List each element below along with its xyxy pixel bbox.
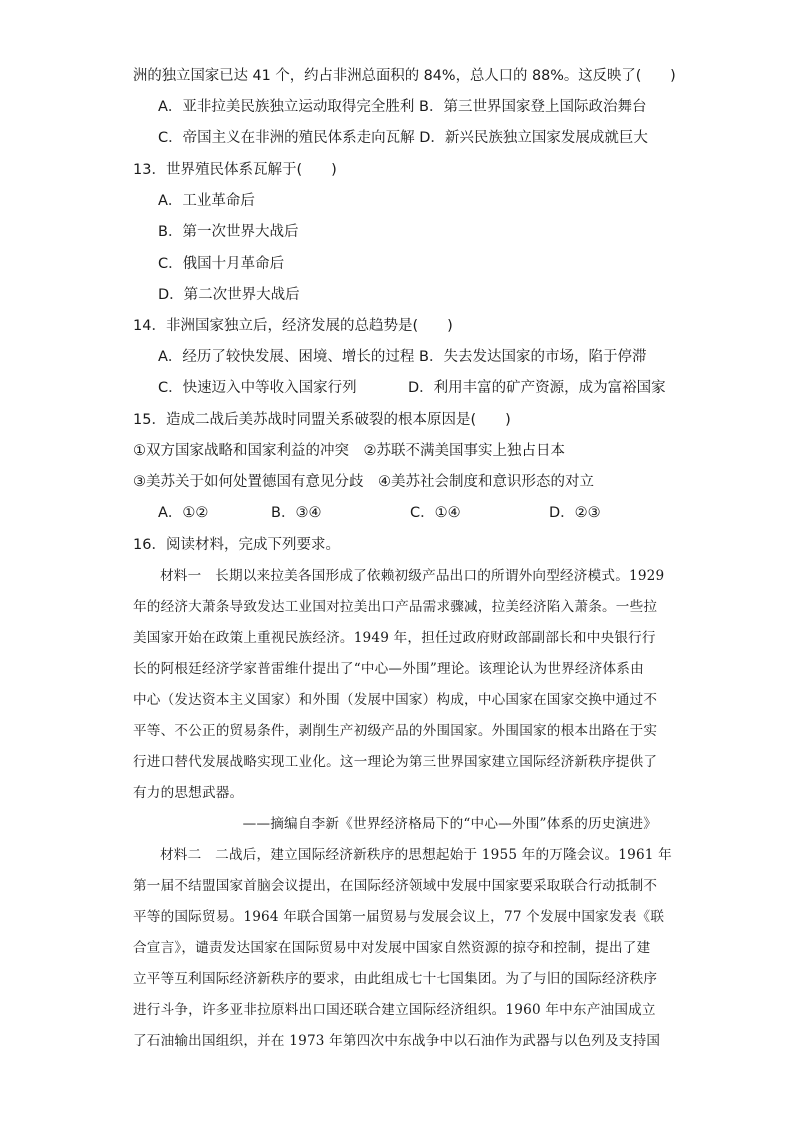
material2-line: 平等的国际贸易。1964 年联合国第一届贸易与发展会议上，77 个发展中国家发表《联	[133, 909, 665, 925]
q14-option-c: C．快速迈入中等收入国家行列	[158, 380, 357, 396]
material2-line: 第一届不结盟国家首脑会议提出，在国际经济领域中发展中国家要采取联合行动抵制不	[133, 878, 658, 894]
q15-option-b: B．③④	[271, 505, 322, 521]
material2-line: 立平等互利国际经济新秩序的要求，由此组成七十七国集团。为了与旧的国际经济秩序	[133, 971, 658, 987]
material2-line: 了石油输出国组织，并在 1973 年第四次中东战争中以石油作为武器与以色列及支持国	[133, 1033, 661, 1049]
q14-option-d: D．利用丰富的矿产资源，成为富裕国家	[408, 380, 666, 396]
material1-line: 长的阿根廷经济学家普雷维什提出了“中心—外围”理论。该理论认为世界经济体系由	[133, 661, 644, 677]
q15-options	[158, 503, 658, 523]
q15-items-row2: ③美苏关于如何处置德国有意见分歧 ④美苏社会制度和意识形态的对立	[133, 474, 594, 490]
material2-line: 材料二 二战后，建立国际经济新秩序的思想起始于 1955 年的万隆会议。1961 年	[160, 847, 672, 863]
q12-options-row1: A．亚非拉美民族独立运动取得完全胜利 B．第三世界国家登上国际政治舞台	[158, 99, 647, 115]
q12-stem-tail: 洲的独立国家已达 41 个，约占非洲总面积的 84%，总人口的 88%。这反映了( )	[133, 68, 676, 84]
material2-line: 进行斗争，许多亚非拉原料出口国还联合建立国际经济组织。1960 年中东产油国成立	[133, 1002, 656, 1018]
material1-source: ——摘编自李新《世界经济格局下的“中心—外围”体系的历史演进》	[242, 816, 657, 832]
q13-option-a: A．工业革命后	[158, 193, 255, 209]
q13-stem: 13．世界殖民体系瓦解于( )	[133, 162, 337, 178]
material1-line: 行进口替代发展战略实现工业化。这一理论为第三世界国家建立国际经济新秩序提供了	[133, 754, 658, 770]
material1-line: 有力的思想武器。	[133, 785, 244, 801]
q14-options-row2	[158, 378, 678, 398]
q15-option-a: A．①②	[158, 505, 209, 521]
material1-line: 平等、不公正的贸易条件，剥削生产初级产品的外围国家。外围国家的根本出路在于实	[133, 723, 658, 739]
q16-stem: 16．阅读材料，完成下列要求。	[133, 537, 340, 553]
q15-stem: 15．造成二战后美苏战时同盟关系破裂的根本原因是( )	[133, 412, 511, 428]
q15-option-c: C．①④	[410, 505, 461, 521]
material1-line: 中心（发达资本主义国家）和外围（发展中国家）构成，中心国家在国家交换中通过不	[133, 692, 658, 708]
q15-option-d: D．②③	[549, 505, 601, 521]
q14-stem: 14．非洲国家独立后，经济发展的总趋势是( )	[133, 318, 453, 334]
q13-option-d: D．第二次世界大战后	[158, 287, 300, 303]
material2-line: 合宣言》，谴责发达国家在国际贸易中对发展中国家自然资源的掠夺和控制，提出了建	[133, 940, 651, 956]
q13-option-b: B．第一次世界大战后	[158, 224, 299, 240]
q15-items-row1: ①双方国家战略和国家利益的冲突 ②苏联不满美国事实上独占日本	[133, 443, 565, 459]
q14-options-row1: A．经历了较快发展、困境、增长的过程 B．失去发达国家的市场，陷于停滞	[158, 349, 647, 365]
material1-line: 年的经济大萧条导致发达工业国对拉美出口产品需求骤减，拉美经济陷入萧条。一些拉	[133, 599, 658, 615]
material1-line: 美国家开始在政策上重视民族经济。1949 年，担任过政府财政部副部长和中央银行行	[133, 630, 656, 646]
q12-options-row2: C．帝国主义在非洲的殖民体系走向瓦解 D．新兴民族独立国家发展成就巨大	[158, 130, 648, 146]
material1-line: 材料一 长期以来拉美各国形成了依赖初级产品出口的所谓外向型经济模式。1929	[160, 568, 665, 584]
q13-option-c: C．俄国十月革命后	[158, 256, 285, 272]
